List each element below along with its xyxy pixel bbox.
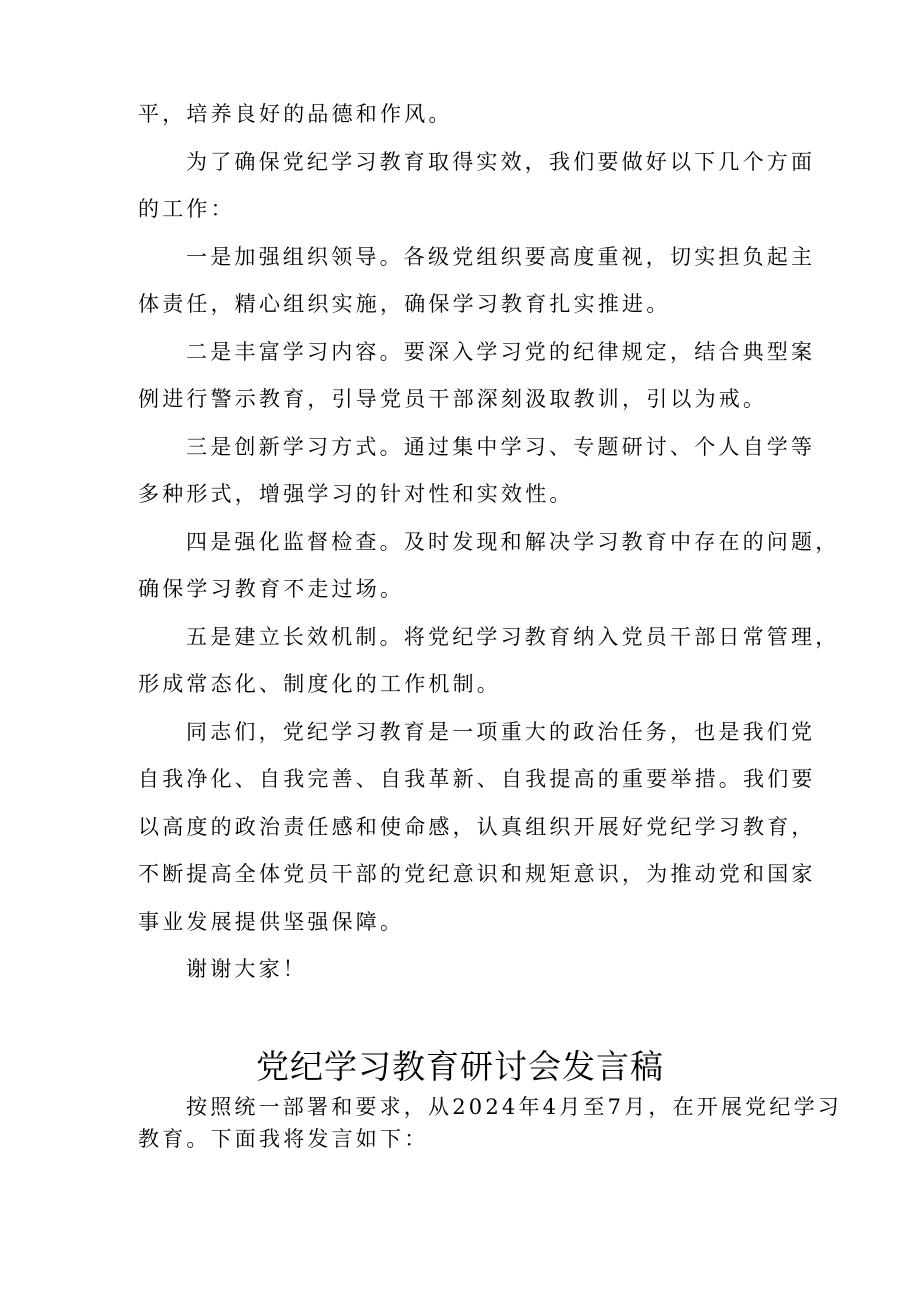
article-title: 党纪学习教育研讨会发言稿 [256, 1047, 664, 1086]
item-1-line-2: 体责任，精心组织实施，确保学习教育扎实推进。 [138, 292, 671, 316]
item-4-line-2: 确保学习教育不走过场。 [138, 577, 405, 601]
intro-paragraph-line-2: 的工作： [138, 197, 235, 221]
paragraph-continuation: 平，培养良好的品德和作风。 [138, 102, 453, 126]
item-1-line-1: 一是加强组织领导。各级党组织要高度重视，切实担负起主 [186, 245, 816, 269]
article-paragraph-line-1: 按照统一部署和要求，从2024年4月至7月，在开展党纪学习 [186, 1095, 842, 1119]
item-2-line-2: 例进行警示教育，引导党员干部深刻汲取教训，引以为戒。 [138, 387, 768, 411]
article-paragraph-line-2: 教育。下面我将发言如下： [138, 1127, 429, 1151]
closing-paragraph-line-2: 自我净化、自我完善、自我革新、自我提高的重要举措。我们要 [138, 767, 816, 791]
item-2-line-1: 二是丰富学习内容。要深入学习党的纪律规定，结合典型案 [186, 340, 816, 364]
item-5-line-2: 形成常态化、制度化的工作机制。 [138, 672, 501, 696]
item-3-line-1: 三是创新学习方式。通过集中学习、专题研讨、个人自学等 [186, 435, 816, 459]
closing-paragraph-line-4: 不断提高全体党员干部的党纪意识和规矩意识，为推动党和国家 [138, 862, 816, 886]
closing-paragraph-line-5: 事业发展提供坚强保障。 [138, 910, 405, 934]
item-5-line-1: 五是建立长效机制。将党纪学习教育纳入党员干部日常管理， [186, 625, 840, 649]
item-3-line-2: 多种形式，增强学习的针对性和实效性。 [138, 482, 574, 506]
closing-paragraph-line-3: 以高度的政治责任感和使命感，认真组织开展好党纪学习教育， [138, 815, 816, 839]
thanks-line: 谢谢大家！ [186, 957, 307, 981]
intro-paragraph-line-1: 为了确保党纪学习教育取得实效，我们要做好以下几个方面 [186, 150, 816, 174]
closing-paragraph-line-1: 同志们，党纪学习教育是一项重大的政治任务，也是我们党 [186, 720, 816, 744]
item-4-line-1: 四是强化监督检查。及时发现和解决学习教育中存在的问题， [186, 530, 840, 554]
